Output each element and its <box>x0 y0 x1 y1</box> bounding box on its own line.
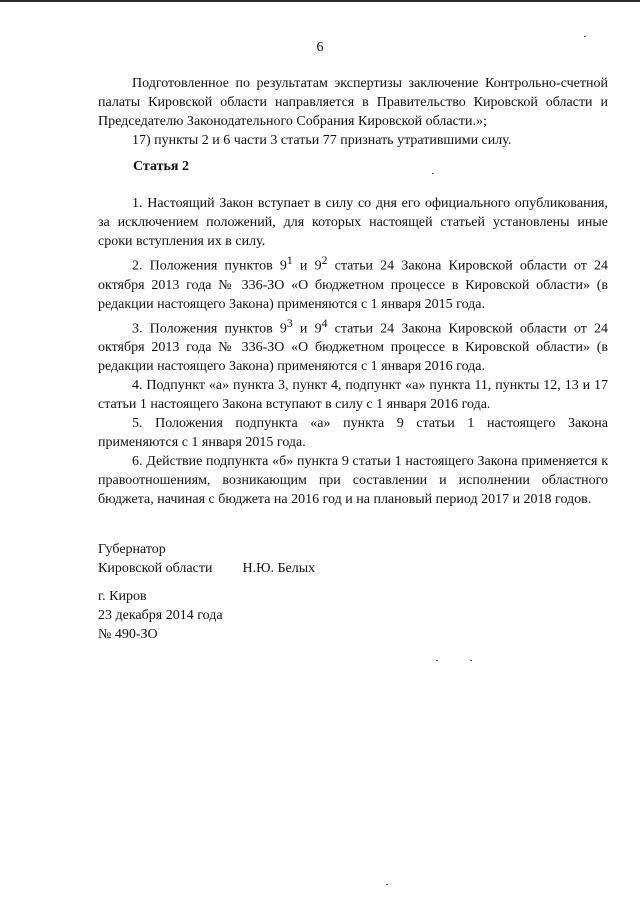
article-item-4: 4. Подпункт «а» пункта 3, пункт 4, подпункт «а» пункта 11, пункты 12, 13 и 17 статьи 1 настоящего Закона вступают в силу с 1 января 2016 года. <box>98 378 608 413</box>
intro-block <box>98 74 608 150</box>
signature-title-line-2: Кировской области <box>98 561 213 576</box>
item-3-text-end: статьи 24 Закона Кировской области от 24 октября 2013 года № 336-ЗО «О бюджетном процессе в Кировской области» (в редакции настоящего Закона) применяются с 1 января 2016 года. <box>98 321 609 375</box>
article-item-6: 6. Действие подпункта «б» пункта 9 статьи 1 настоящего Закона применяется к правоотношениям, возникающим при составлении и исполнении областного бюджета, начиная с бюджета на 2016 год и на плановый период 2017 и 2018 годов. <box>98 454 608 508</box>
item-2-text-start: 2. Положения пунктов 9 <box>132 258 287 274</box>
city: г. Киров <box>98 589 147 604</box>
article-item-5: 5. Положения подпункта «а» пункта 9 статьи 1 настоящего Закона применяются с 1 января 2015 года. <box>98 416 608 451</box>
item-2-text-end: статьи 24 Закона Кировской области от 24 октября 2013 года № 336-ЗО «О бюджетном процессе в Кировской области» (в редакции настоящего Закона) применяются с 1 января 2015 года. <box>98 258 609 312</box>
intro-paragraph-2: 17) пункты 2 и 6 части 3 статьи 77 признать утратившими силу. <box>132 133 512 148</box>
item-2-text-middle: и 9 <box>292 258 322 274</box>
law-date: 23 декабря 2014 года <box>98 608 223 623</box>
signature-title-line-1: Губернатор <box>98 542 166 557</box>
signature-title-line-2-row <box>98 559 315 578</box>
scan-speck <box>436 660 438 661</box>
item-3-text-middle: и 9 <box>292 321 322 337</box>
intro-paragraph-1: Подготовленное по результатам экспертизы заключение Контрольно-счетной палаты Кировской области направляется в Правительство Кировской области и Председателю Законодательного Собрания Кировской области.»; <box>98 76 608 129</box>
article-heading: Статья 2 <box>133 159 189 174</box>
law-number: № 490-ЗО <box>98 627 158 642</box>
item-3-text-start: 3. Положения пунктов 9 <box>132 321 287 337</box>
scan-speck <box>432 173 434 174</box>
top-border-line <box>0 0 640 2</box>
item-3-superscript-2: 4 <box>321 316 328 330</box>
item-3-superscript-1: 3 <box>286 316 293 330</box>
article-item-2 <box>98 251 608 314</box>
place-date-block <box>98 587 223 644</box>
signature-block <box>98 540 315 578</box>
item-2-superscript-2: 2 <box>321 254 328 267</box>
scan-speck <box>584 36 586 37</box>
item-2-superscript-1: 1 <box>286 254 293 267</box>
page-number: 6 <box>316 40 324 55</box>
article-item-3 <box>98 314 608 377</box>
signatory-name: Н.Ю. Белых <box>242 561 316 576</box>
article-body <box>98 194 608 509</box>
scan-speck <box>470 660 472 661</box>
article-item-1: 1. Настоящий Закон вступает в силу со дня его официального опубликования, за исключением положений, для которых настоящей статьей установлены иные сроки вступления их в силу. <box>98 196 608 249</box>
scan-speck <box>386 884 388 885</box>
